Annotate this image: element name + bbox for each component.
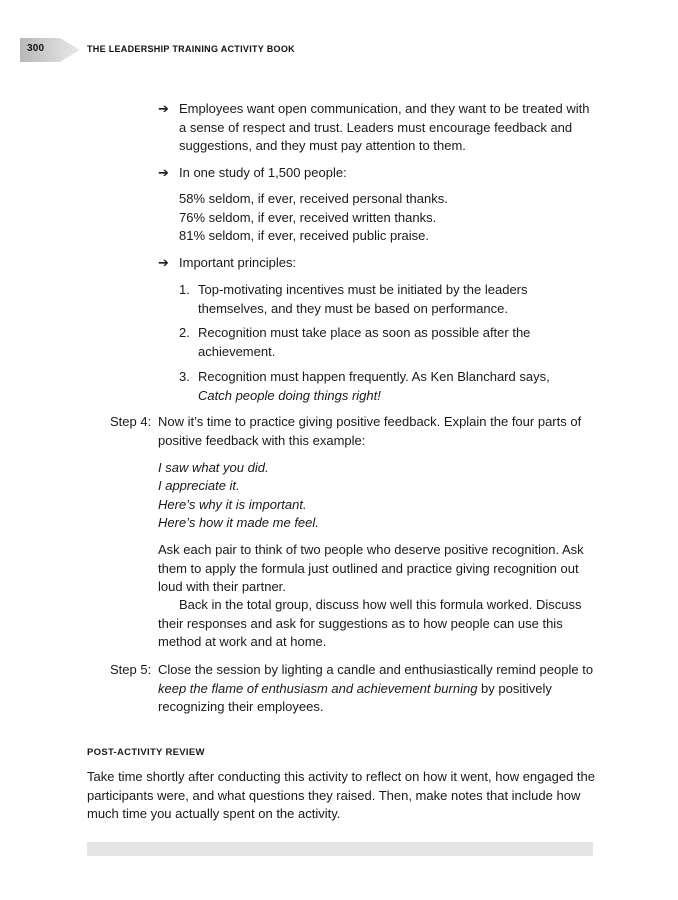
bullet-item: [158, 164, 598, 183]
review-paragraph: Take time shortly after conducting this activity to reflect on how it went, how engaged the participants were, and what questions they raised. Then, make notes that include how much time you actually spent on the activity.: [87, 769, 595, 821]
principle-item: [179, 324, 589, 361]
page-number-tab: [20, 38, 82, 62]
example-line: Here’s why it is important.: [158, 497, 307, 512]
study-stat: 76% seldom, if ever, received written thanks.: [179, 210, 437, 225]
step-label: Step 4:: [110, 414, 152, 429]
principle-item: [179, 368, 589, 405]
book-title: THE LEADERSHIP TRAINING ACTIVITY BOOK: [87, 44, 295, 54]
step-text: [158, 661, 600, 717]
step-text: Now it’s time to practice giving positive feedback. Explain the four parts of positive feedback with this example:: [158, 414, 582, 448]
bullet-text: Employees want open communication, and they want to be treated with a sense of respect and trust. Leaders must encourage feedback and suggestions, and they must pay attention to them.: [179, 101, 590, 153]
arrow-icon: ➔: [158, 101, 169, 116]
step4-paragraph: Ask each pair to think of two people who deserve positive recognition. Ask them to apply the formula just outlined and practice giving recognition out loud with their partner.: [158, 542, 584, 594]
example-line: I appreciate it.: [158, 478, 240, 493]
blanchard-quote: Catch people doing things right!: [198, 387, 381, 403]
bullet-text: Important principles:: [179, 255, 297, 270]
step-label: Step 5:: [110, 662, 152, 677]
step5-text-b: by positively recognizing their employees.: [158, 680, 552, 714]
principle-number: 3.: [179, 369, 190, 384]
section-heading: POST-ACTIVITY REVIEW: [87, 747, 205, 758]
page-number: 300: [27, 43, 45, 54]
arrow-icon: ➔: [158, 165, 169, 180]
principle-text-main: Recognition must happen frequently. As Ken Blanchard says,: [198, 369, 550, 384]
step5-text-a: Close the session by lighting a candle and enthusiastically remind people to: [158, 662, 594, 677]
arrow-icon: ➔: [158, 255, 169, 270]
running-header: [20, 38, 580, 62]
step-4: [110, 413, 600, 450]
step5-text-italic: keep the flame of enthusiasm and achievement burning: [158, 680, 478, 696]
step4-paragraph: Back in the total group, discuss how well this formula worked. Discuss their responses and ask for suggestions as to how people can use this method at work and at home.: [158, 597, 582, 649]
principle-text: Top-motivating incentives must be initiated by the leaders themselves, and they must be based on performance.: [198, 282, 528, 316]
bullet-text: In one study of 1,500 people:: [179, 165, 347, 180]
principle-number: 2.: [179, 325, 190, 340]
bullet-item: [158, 254, 598, 273]
bottom-bar: [87, 842, 593, 856]
bullet-item: [158, 100, 598, 156]
principle-item: [179, 281, 589, 318]
step-5: [110, 661, 600, 717]
principle-text: Recognition must take place as soon as possible after the achievement.: [198, 325, 531, 359]
principle-text: [198, 368, 589, 405]
principle-number: 1.: [179, 282, 190, 297]
example-line: I saw what you did.: [158, 460, 269, 475]
example-line: Here’s how it made me feel.: [158, 515, 319, 530]
study-stat: 58% seldom, if ever, received personal thanks.: [179, 191, 448, 206]
study-stat: 81% seldom, if ever, received public praise.: [179, 228, 430, 243]
